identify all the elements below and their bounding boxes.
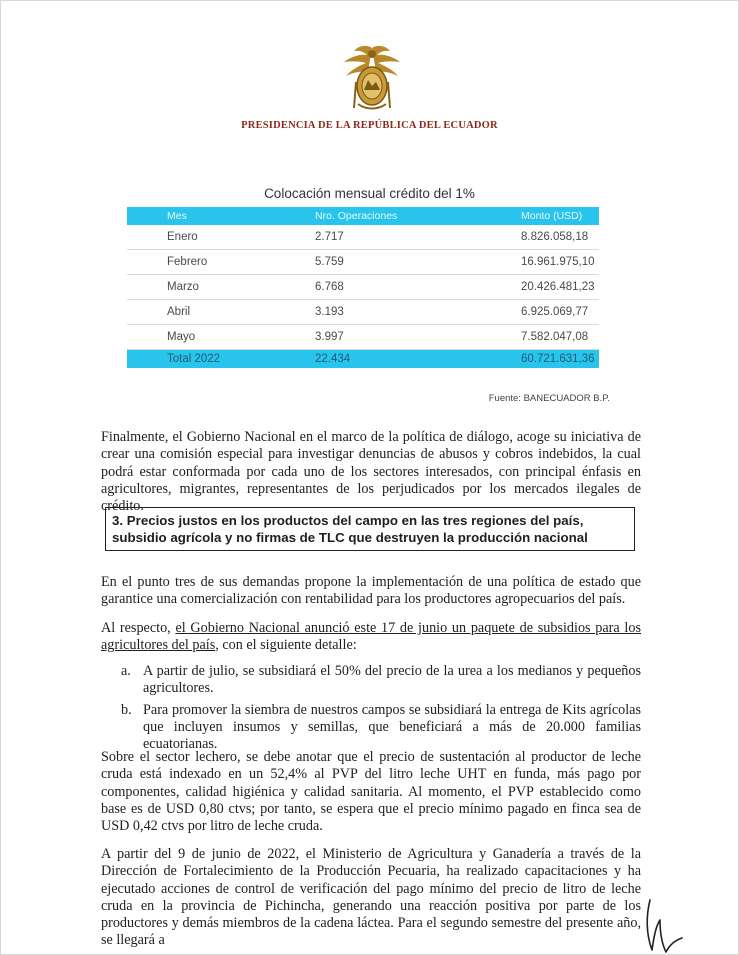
cell-amount: 20.426.481,23: [475, 275, 599, 300]
cell-operations: 2.717: [287, 225, 475, 250]
cell-amount: 16.961.975,10: [475, 250, 599, 275]
cell-month: Marzo: [127, 275, 287, 300]
table-row: [127, 325, 599, 350]
column-header-amount: Monto (USD): [475, 207, 599, 225]
total-amount: 60.721.631,36: [475, 350, 599, 369]
cell-amount: 7.582.047,08: [475, 325, 599, 350]
cell-operations: 5.759: [287, 250, 475, 275]
paragraph-state-policy: En el punto tres de sus demandas propone la implementación de una política de estado que garantice una comercialización con rentabilidad para los productores agropecuarios del país.: [101, 574, 641, 608]
table-row: [127, 275, 599, 300]
cell-month: Abril: [127, 300, 287, 325]
column-header-operations: Nro. Operaciones: [287, 207, 475, 225]
list-item-text: Para promover la siembra de nuestros campos se subsidiará la entrega de Kits agrícolas que incluyen insumos y semillas, que beneficiará a más de 20.000 familias ecuatorianas.: [143, 701, 641, 753]
list-item-text: A partir de julio, se subsidiará el 50% del precio de la urea a los medianos y pequeños agricultores.: [143, 663, 641, 697]
cell-month: Mayo: [127, 325, 287, 350]
cell-month: Febrero: [127, 250, 287, 275]
cell-amount: 6.925.069,77: [475, 300, 599, 325]
cell-month: Enero: [127, 225, 287, 250]
subsidy-announcement-underlined: el Gobierno Nacional anunció este 17 de junio un paquete de subsidios para los agricultores del país: [101, 620, 641, 654]
credit-table: [127, 207, 599, 368]
signature-mark: [640, 896, 686, 954]
cell-amount: 8.826.058,18: [475, 225, 599, 250]
list-item: [101, 663, 641, 698]
list-marker: b.: [121, 701, 132, 718]
table-row: [127, 300, 599, 325]
cell-operations: 3.997: [287, 325, 475, 350]
list-item: [101, 702, 641, 754]
paragraph-commission: Finalmente, el Gobierno Nacional en el marco de la política de diálogo, acoge su iniciativa de crear una comisión especial para investigar denuncias de abusos y cobros indebidos, la cual podrá estar conformada por cada uno de los sectores interesados, con principal énfasis en agricultores, migrantes, representantes de los perjudicados por los mercados ilegales de crédito.: [101, 429, 641, 515]
table-row: [127, 225, 599, 250]
total-label: Total 2022: [127, 350, 287, 369]
cell-operations: 3.193: [287, 300, 475, 325]
table-title: Colocación mensual crédito del 1%: [264, 186, 475, 201]
subsidy-intro: Al respecto,: [101, 620, 176, 636]
table-header-row: [127, 207, 599, 225]
subsidy-list: [101, 663, 641, 757]
list-marker: a.: [121, 663, 131, 679]
column-header-month: Mes: [127, 207, 287, 225]
cell-operations: 6.768: [287, 275, 475, 300]
section-heading: 3. Precios justos en los productos del campo en las tres regiones del país, subsidio agrícola y no firmas de TLC que destruyen la producción nacional: [105, 507, 635, 551]
coat-of-arms-icon: [336, 42, 408, 114]
table-row: [127, 250, 599, 275]
total-operations: 22.434: [287, 350, 475, 369]
paragraph-dairy-sector: Sobre el sector lechero, se debe anotar que el precio de sustentación al productor de leche cruda está indexado en un 52,4% al PVP del litro leche UHT en funda, más pago por componentes, calidad higiénica y calidad sanitaria. Al momento, el PVP establecido como base es de USD 0,80 ctvs; por tanto, se espera que el precio mínimo pagado en finca sea de USD 0,42 ctvs por litro de leche cruda.: [101, 749, 641, 835]
subsidy-detail-lead: , con el siguiente detalle:: [215, 637, 357, 654]
table-source: Fuente: BANECUADOR B.P.: [488, 393, 610, 404]
institution-name: PRESIDENCIA DE LA REPÚBLICA DEL ECUADOR: [241, 120, 498, 131]
paragraph-ministry-actions: A partir del 9 de junio de 2022, el Ministerio de Agricultura y Ganadería a través de la Dirección de Fortalecimiento de la Producción Pecuaria, ha realizado capacitaciones y ha ejecutado acciones de control de verificación del pago mínimo del precio de litro de leche cruda en la provincia de Pichincha, generando una reacción positiva por parte de los productores y demás miembros de la cadena láctea. Para el segundo semestre del presente año, se llegará a: [101, 846, 641, 949]
table-total-row: [127, 350, 599, 369]
paragraph-subsidy-announcement: [101, 620, 641, 655]
